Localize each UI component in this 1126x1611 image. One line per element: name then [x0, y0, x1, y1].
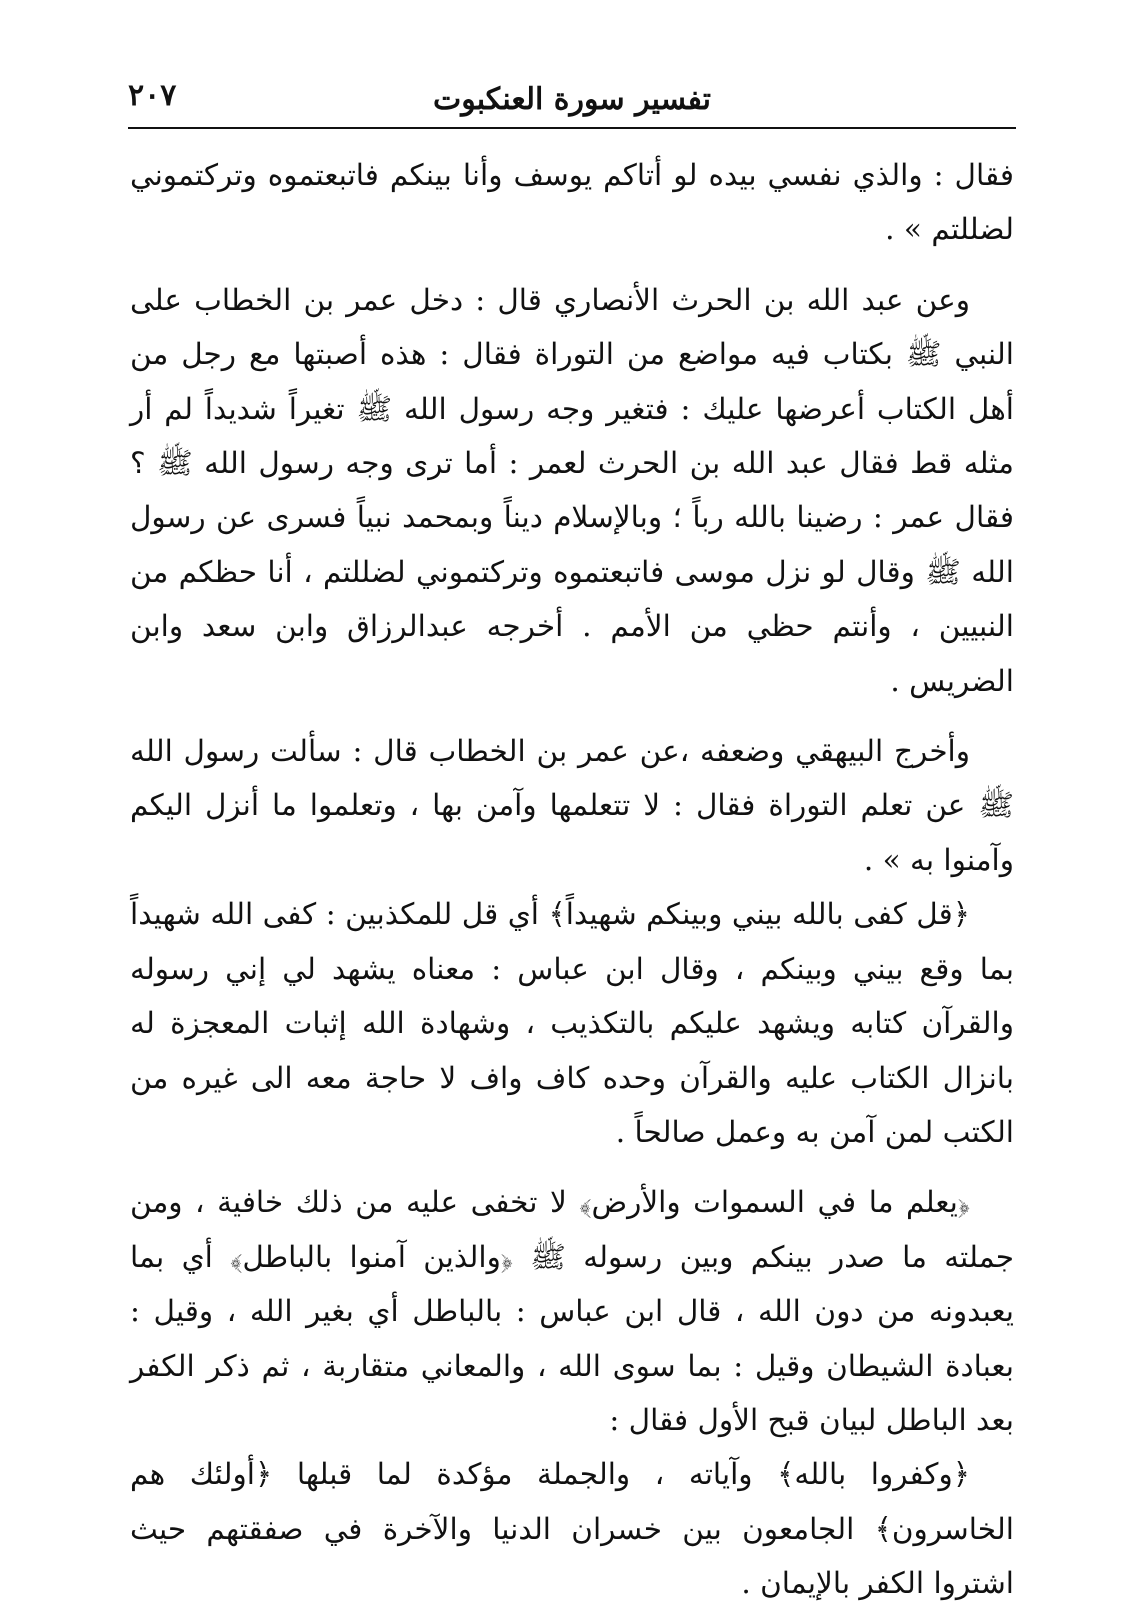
- paragraph: فقال : والذي نفسي بيده لو أتاكم يوسف وأنا بينكم فاتبعتموه وتركتموني لضللتم » .: [130, 158, 1014, 247]
- paragraph: ﴿قل كفى بالله بيني وبينكم شهيداً﴾ أي قل للمكذبين : كفى الله شهيداً بما وقع بيني وبينكم ، وقال ابن عباس : معناه يشهد لي إني رسوله والقرآن كتابه ويشهد عليكم بالتكذيب ، وشهادة الله إثبات المعجزة له بانزال الكتاب عليه والقرآن وحده كاف واف لا حاجة معه الى غيره من الكتب لمن آمن به وعمل صالحاً .: [130, 897, 1014, 1149]
- paragraph: ﴿يعلم ما في السموات والأرض﴾ لا تخفى عليه من ذلك خافية ، ومن جملته ما صدر بينكم وبين رسوله ﷺ ﴿والذين آمنوا بالباطل﴾ أي بما يعبدونه من دون الله ، قال ابن عباس : بالباطل أي بغير الله ، وقيل : بعبادة الشيطان وقيل : بما سوى الله ، والمعاني متقاربة ، ثم ذكر الكفر بعد الباطل لبيان قبح الأول فقال :: [130, 1185, 1014, 1437]
- page-number: ٢٠٧: [128, 78, 177, 113]
- running-title: تفسير سورة العنكبوت: [433, 82, 711, 117]
- page-header: [128, 70, 1016, 126]
- paragraph: وأخرج البيهقي وضعفه ،عن عمر بن الخطاب قال : سألت رسول الله ﷺ عن تعلم التوراة فقال : لا تتعلمها وآمن بها ، وتعلموا ما أنزل اليكم وآمنوا به » .: [130, 734, 1014, 877]
- header-divider: [128, 127, 1016, 129]
- page-body: [130, 148, 1014, 1611]
- paragraph: ﴿وكفروا بالله﴾ وآياته ، والجملة مؤكدة لما قبلها ﴿أولئك هم الخاسرون﴾ الجامعون بين خسران الدنيا والآخرة في صفقتهم حيث اشتروا الكفر بالإيمان .: [130, 1457, 1014, 1601]
- paragraph: وعن عبد الله بن الحرث الأنصاري قال : دخل عمر بن الخطاب على النبي ﷺ بكتاب فيه مواضع من التوراة فقال : هذه أصبتها مع رجل من أهل الكتاب أعرضها عليك : فتغير وجه رسول الله ﷺ تغيراً شديداً لم أر مثله قط فقال عبد الله بن الحرث لعمر : أما ترى وجه رسول الله ﷺ ؟ فقال عمر : رضينا بالله رباً ؛ وبالإسلام ديناً وبمحمد نبياً فسرى عن رسول الله ﷺ وقال لو نزل موسى فاتبعتموه وتركتموني لضللتم ، أنا حظكم من النبيين ، وأنتم حظي من الأمم . أخرجه عبدالرزاق وابن سعد وابن الضريس .: [130, 282, 1014, 698]
